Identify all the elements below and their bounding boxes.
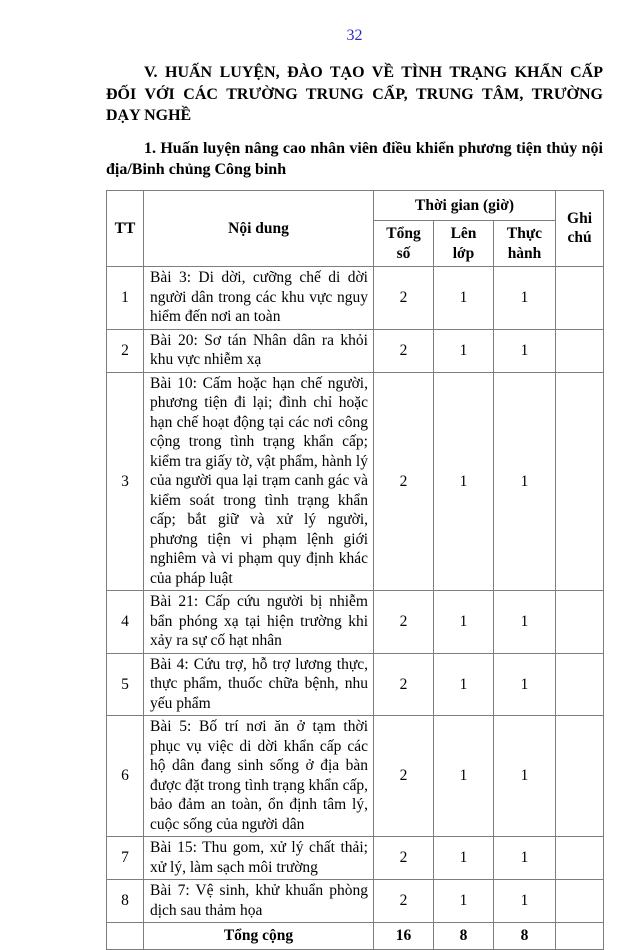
document-page bbox=[106, 0, 603, 950]
row-tong-so-cell: 2 bbox=[374, 880, 434, 923]
table-header bbox=[107, 190, 604, 267]
table-row bbox=[107, 837, 604, 880]
row-ghi-chu-cell bbox=[556, 880, 604, 923]
section-heading: V. HUẤN LUYỆN, ĐÀO TẠO VỀ TÌNH TRẠNG KHẨN CẤP ĐỐI VỚI CÁC TRƯỜNG TRUNG CẤP, TRUNG TÂM, TRƯỜNG DẠY NGHỀ bbox=[106, 64, 603, 124]
row-thuc-hanh-cell: 1 bbox=[494, 880, 556, 923]
row-len-lop-cell: 1 bbox=[434, 372, 494, 591]
row-number-cell: 1 bbox=[107, 267, 144, 330]
table-total-row bbox=[107, 923, 604, 950]
row-content-cell: Bài 3: Di dời, cưỡng chế di dời người dân trong các khu vực nguy hiểm đến nơi an toàn bbox=[144, 267, 374, 330]
table-row bbox=[107, 653, 604, 716]
row-content-cell: Bài 21: Cấp cứu người bị nhiễm bẩn phóng xạ tại hiện trường khi xảy ra sự cố hạt nhân bbox=[144, 591, 374, 654]
row-number-cell: 4 bbox=[107, 591, 144, 654]
row-content-cell: Bài 7: Vệ sinh, khử khuẩn phòng dịch sau thảm họa bbox=[144, 880, 374, 923]
row-tong-so-cell: 2 bbox=[374, 716, 434, 837]
row-tong-so-cell: 2 bbox=[374, 372, 434, 591]
total-tong-so-value: 16 bbox=[374, 923, 434, 950]
row-len-lop-cell: 1 bbox=[434, 591, 494, 654]
row-ghi-chu-cell bbox=[556, 591, 604, 654]
table-body bbox=[107, 267, 604, 923]
row-thuc-hanh-cell: 1 bbox=[494, 267, 556, 330]
row-ghi-chu-cell bbox=[556, 716, 604, 837]
row-ghi-chu-cell bbox=[556, 329, 604, 372]
row-number-cell: 7 bbox=[107, 837, 144, 880]
training-schedule-table bbox=[106, 190, 604, 950]
subsection-heading: 1. Huấn luyện nâng cao nhân viên điều khiển phương tiện thủy nội địa/Binh chủng Công binh bbox=[106, 139, 603, 178]
total-row-label: Tổng cộng bbox=[144, 923, 374, 950]
table-row bbox=[107, 880, 604, 923]
column-header-thuc-hanh bbox=[494, 221, 556, 267]
row-thuc-hanh-cell: 1 bbox=[494, 653, 556, 716]
page-number: 32 bbox=[346, 27, 363, 44]
table-row bbox=[107, 716, 604, 837]
row-tong-so-cell: 2 bbox=[374, 267, 434, 330]
table-row bbox=[107, 372, 604, 591]
row-ghi-chu-cell bbox=[556, 653, 604, 716]
row-thuc-hanh-cell: 1 bbox=[494, 591, 556, 654]
row-tong-so-cell: 2 bbox=[374, 837, 434, 880]
row-number-cell: 8 bbox=[107, 880, 144, 923]
row-content-cell: Bài 5: Bố trí nơi ăn ở tạm thời phục vụ việc di dời khẩn cấp các hộ dân đang sinh sống ở địa bàn được đặt trong tình trạng khẩn cấp, bảo đảm an toàn, ổn định tâm lý, cuộc sống của người dân bbox=[144, 716, 374, 837]
row-number-cell: 5 bbox=[107, 653, 144, 716]
row-content-cell: Bài 15: Thu gom, xử lý chất thải; xử lý, làm sạch môi trường bbox=[144, 837, 374, 880]
row-ghi-chu-cell bbox=[556, 372, 604, 591]
row-tong-so-cell: 2 bbox=[374, 591, 434, 654]
row-ghi-chu-cell bbox=[556, 837, 604, 880]
table-row bbox=[107, 591, 604, 654]
row-thuc-hanh-cell: 1 bbox=[494, 837, 556, 880]
column-header-ghi-chu bbox=[556, 190, 604, 267]
row-ghi-chu-cell bbox=[556, 267, 604, 330]
column-header-tong-so-label: Tổng số bbox=[386, 225, 421, 262]
row-number-cell: 6 bbox=[107, 716, 144, 837]
column-header-noi-dung: Nội dung bbox=[144, 190, 374, 267]
column-header-thuc-hanh-label: Thực hành bbox=[506, 225, 543, 262]
column-header-len-lop bbox=[434, 221, 494, 267]
row-len-lop-cell: 1 bbox=[434, 716, 494, 837]
total-row-tt-cell bbox=[107, 923, 144, 950]
row-number-cell: 2 bbox=[107, 329, 144, 372]
row-thuc-hanh-cell: 1 bbox=[494, 372, 556, 591]
row-content-cell: Bài 4: Cứu trợ, hỗ trợ lương thực, thực phẩm, thuốc chữa bệnh, nhu yếu phẩm bbox=[144, 653, 374, 716]
row-len-lop-cell: 1 bbox=[434, 653, 494, 716]
row-len-lop-cell: 1 bbox=[434, 880, 494, 923]
table-row bbox=[107, 329, 604, 372]
row-number-cell: 3 bbox=[107, 372, 144, 591]
column-header-tong-so bbox=[374, 221, 434, 267]
row-len-lop-cell: 1 bbox=[434, 329, 494, 372]
row-thuc-hanh-cell: 1 bbox=[494, 329, 556, 372]
row-len-lop-cell: 1 bbox=[434, 267, 494, 330]
row-content-cell: Bài 10: Cấm hoặc hạn chế người, phương tiện đi lại; đình chỉ hoặc hạn chế hoạt động tại các nơi công cộng trong tình trạng khẩn cấp; kiểm tra giấy tờ, vật phẩm, hành lý của người qua lại trạm canh gác và kiểm soát trong tình trạng khẩn cấp; bắt giữ và xử lý người, phương tiện vi phạm lệnh giới nghiêm và vi phạm quy định khác của pháp luật bbox=[144, 372, 374, 591]
column-header-len-lop-label: Lên lớp bbox=[450, 225, 477, 262]
column-header-ghi-chu-label: Ghi chú bbox=[567, 209, 592, 247]
column-group-header-thoi-gian: Thời gian (giờ) bbox=[374, 190, 556, 221]
column-header-tt: TT bbox=[107, 190, 144, 267]
total-len-lop-value: 8 bbox=[434, 923, 494, 950]
total-ghi-chu-cell bbox=[556, 923, 604, 950]
row-len-lop-cell: 1 bbox=[434, 837, 494, 880]
row-thuc-hanh-cell: 1 bbox=[494, 716, 556, 837]
row-tong-so-cell: 2 bbox=[374, 329, 434, 372]
table-row bbox=[107, 267, 604, 330]
total-thuc-hanh-value: 8 bbox=[494, 923, 556, 950]
row-tong-so-cell: 2 bbox=[374, 653, 434, 716]
row-content-cell: Bài 20: Sơ tán Nhân dân ra khỏi khu vực nhiễm xạ bbox=[144, 329, 374, 372]
